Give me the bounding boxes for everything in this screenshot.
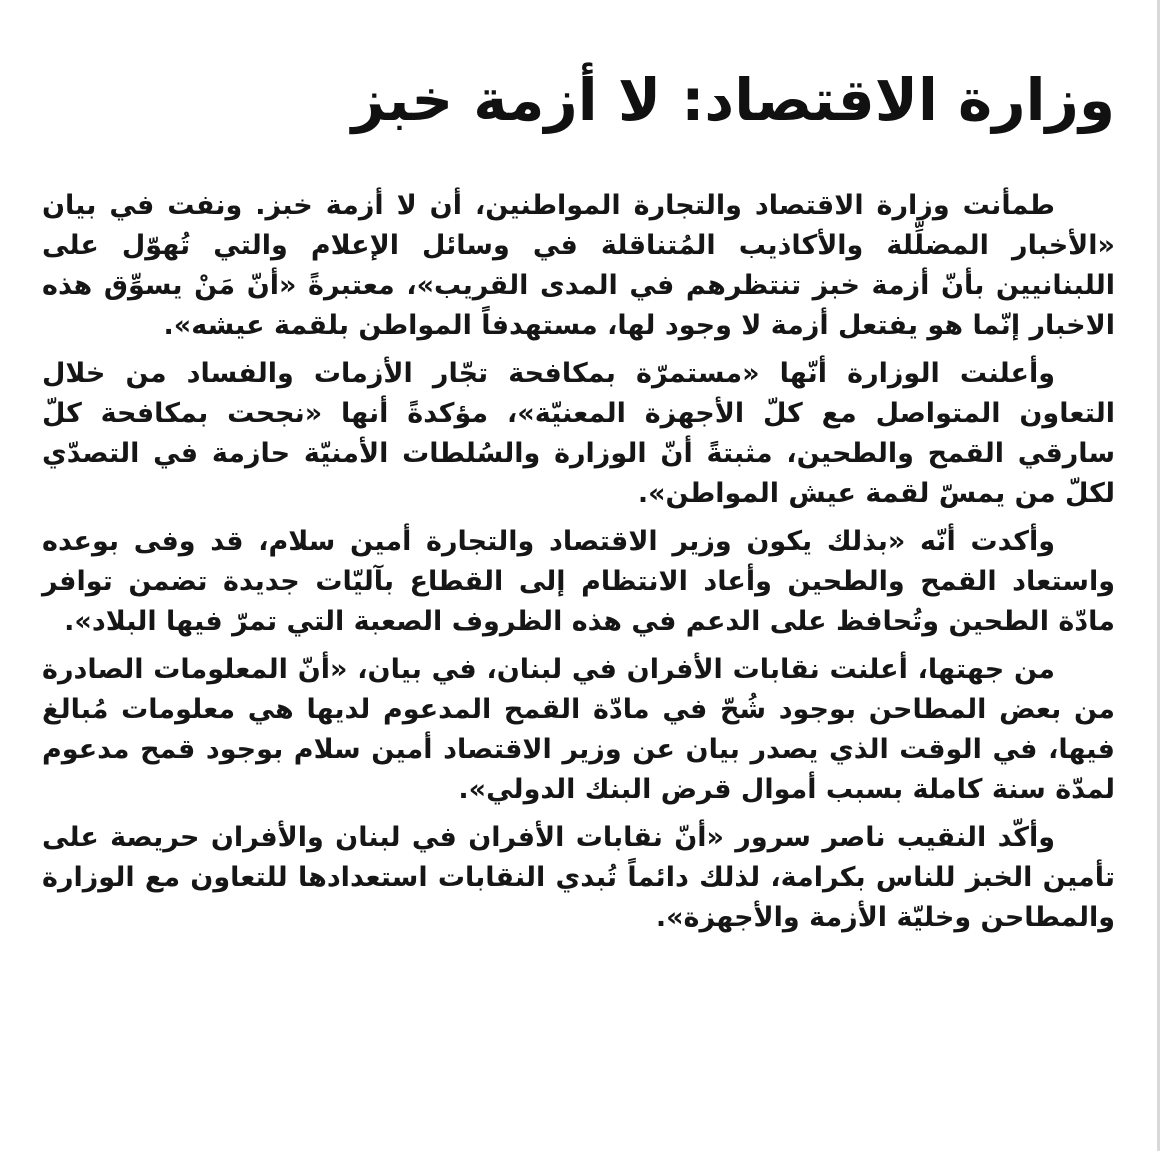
article-paragraph-3: وأكدت أنّه «بذلك يكون وزير الاقتصاد والتجارة أمين سلام، قد وفى بوعده واستعاد القمح والطحين وأعاد الانتظام إلى القطاع بآليّات جديدة تضمن توافر مادّة الطحين وتُحافظ على الدعم في هذه الظروف الصعبة التي تمرّ فيها البلاد». (42, 526, 1115, 637)
article-paragraph-4: من جهتها، أعلنت نقابات الأفران في لبنان، في بيان، «أنّ المعلومات الصادرة من بعض المطاحن بوجود شُحّ في مادّة القمح المدعوم لديها هي معلومات مُبالغ فيها، في الوقت الذي يصدر بيان عن وزير الاقتصاد أمين سلام بوجود قمح مدعوم لمدّة سنة كاملة بسبب أموال قرض البنك الدولي». (42, 654, 1115, 805)
article-paragraph-2: وأعلنت الوزارة أنّها «مستمرّة بمكافحة تجّار الأزمات والفساد من خلال التعاون المتواصل مع كلّ الأجهزة المعنيّة»، مؤكدةً أنها «نجحت بمكافحة كلّ سارقي القمح والطحين، مثبتةً أنّ الوزارة والسُلطات الأمنيّة حازمة في التصدّي لكلّ من يمسّ لقمة عيش المواطن». (42, 358, 1115, 509)
article-paragraph-1: طمأنت وزارة الاقتصاد والتجارة المواطنين، أن لا أزمة خبز. ونفت في بيان «الأخبار المضلِّلة والأكاذيب المُتناقلة في وسائل الإعلام والتي تُهوّل على اللبنانيين بأنّ أزمة خبز تنتظرهم في المدى القريب»، معتبرةً «أنّ مَنْ يسوِّق هذه الاخبار إنّما هو يفتعل أزمة لا وجود لها، مستهدفاً المواطن بلقمة عيشه». (42, 190, 1115, 341)
article-body (42, 186, 1115, 946)
article-paragraph-5: وأكّد النقيب ناصر سرور «أنّ نقابات الأفران في لبنان والأفران حريصة على تأمين الخبز للناس بكرامة، لذلك دائماً تُبدي النقابات استعدادها للتعاون مع الوزارة والمطاحن وخليّة الأزمة والأجهزة». (42, 822, 1115, 933)
article-title: وزارة الاقتصاد: لا أزمة خبز (351, 66, 1115, 134)
